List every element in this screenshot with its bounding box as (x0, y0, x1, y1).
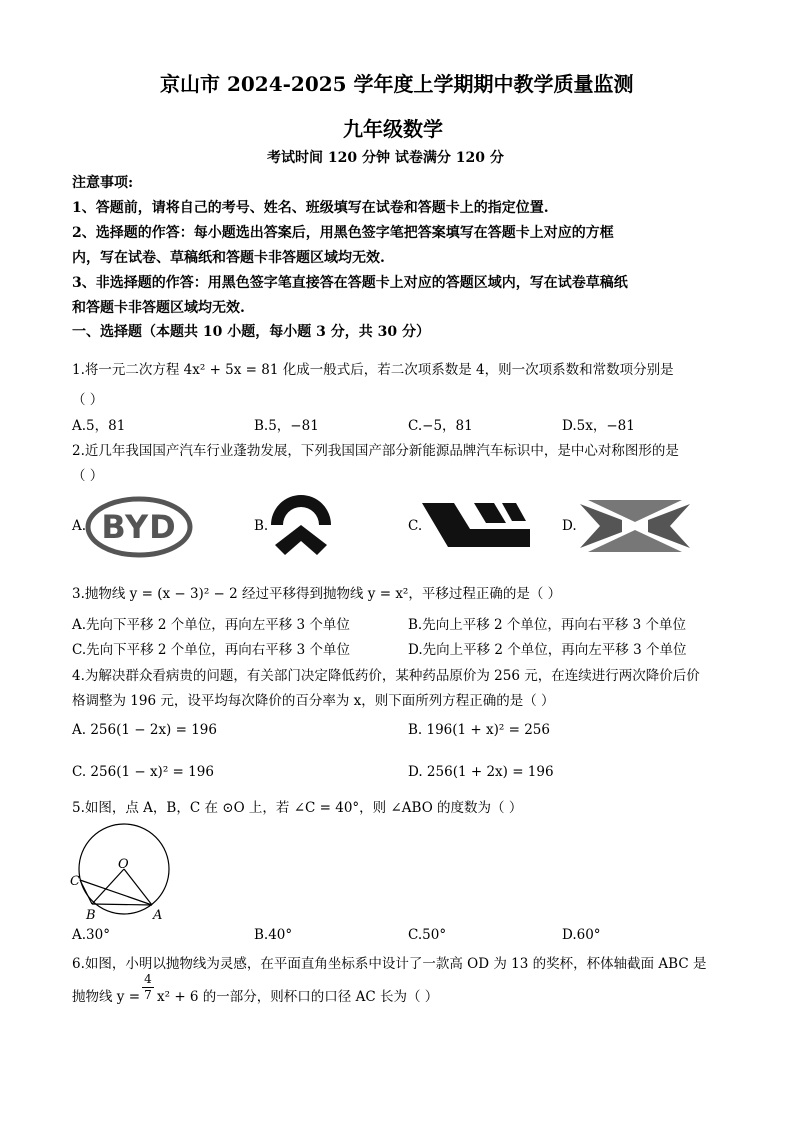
q3-option-a: A.先向下平移 2 个单位，再向左平移 3 个单位 (72, 617, 350, 633)
q2-option-a: A. (72, 518, 87, 534)
q4-stem-line-2: 格调整为 196 元，设平均每次降价的百分率为 x，则下面所列方程正确的是（ ） (72, 693, 555, 709)
q5-stem: 5.如图，点 A，B，C 在 ⊙O 上，若 ∠C = 40°，则 ∠ABO 的度数为（ ） (72, 800, 523, 816)
q5-option-b: B.40° (254, 927, 293, 943)
q3-option-b: B.先向上平移 2 个单位，再向右平移 3 个单位 (408, 617, 687, 633)
byd-logo (86, 497, 192, 557)
notice-heading: 注意事项: (72, 175, 134, 191)
q4-option-d: D. 256(1 + 2x) = 196 (408, 764, 554, 780)
exam-title: 京山市 2024-2025 学年度上学期期中教学质量监测 (160, 72, 634, 96)
q6-stem-line-1: 6.如图，小明以抛物线为灵感，在平面直角坐标系中设计了一款高 OD 为 13 的奖杯，杯体轴截面 ABC 是 (72, 956, 707, 972)
q3-option-c: C.先向下平移 2 个单位，再向右平移 3 个单位 (72, 642, 350, 658)
byd-logo-text: BYD (101, 508, 177, 546)
q1-paren: （ ） (72, 392, 104, 408)
q1-option-b: B.5，−81 (254, 418, 319, 434)
label-b: B (86, 908, 96, 923)
q4-option-c: C. 256(1 − x)² = 196 (72, 764, 214, 780)
q6-fraction-denominator: 7 (144, 988, 152, 1002)
q6-stem-line-2-post: x² + 6 的一部分，则杯口的口径 AC 长为（ ） (157, 989, 439, 1005)
q1-stem: 1.将一元二次方程 4x² + 5x = 81 化成一般式后，若二次项系数是 4，则一次项系数和常数项分别是 (72, 362, 674, 378)
segment-ab (92, 904, 152, 905)
q1-option-d: D.5x，−81 (562, 418, 635, 434)
label-c: C (70, 874, 80, 889)
segment-ob (92, 869, 124, 904)
q2-option-d: D. (562, 518, 577, 534)
q2-option-b: B. (254, 518, 269, 534)
q5-option-c: C.50° (408, 927, 447, 943)
exam-subject: 九年级数学 (343, 117, 443, 141)
q4-stem-line-1: 4.为解决群众看病贵的问题，有关部门决定降低药价，某种药品原价为 256 元，在连续进行两次降价后价 (72, 668, 700, 684)
q6-fraction-numerator: 4 (142, 972, 154, 988)
q5-option-d: D.60° (562, 927, 601, 943)
nio-logo (267, 495, 335, 557)
q1-option-c: C.−5，81 (408, 418, 473, 434)
q3-stem: 3.抛物线 y = (x − 3)² − 2 经过平移得到抛物线 y = x²，平移过程正确的是（ ） (72, 586, 562, 602)
q4-option-b: B. 196(1 + x)² = 256 (408, 722, 550, 738)
label-a: A (153, 908, 163, 923)
label-o: O (118, 857, 129, 872)
q2-paren: （ ） (72, 468, 104, 484)
q4-option-a: A. 256(1 − 2x) = 196 (72, 722, 217, 738)
notice-item-3-line-2: 和答题卡非答题区域均无效. (72, 300, 245, 316)
notice-item-2-line-1: 2、选择题的作答：每小题选出答案后，用黑色签字笔把答案填写在答题卡上对应的方框 (72, 225, 614, 241)
q2-option-c: C. (408, 518, 423, 534)
q1-option-a: A.5，81 (72, 418, 126, 434)
notice-item-2-line-2: 内，写在试卷、草稿纸和答题卡非答题区域均无效. (72, 250, 385, 266)
notice-item-3-line-1: 3、非选择题的作答：用黑色签字笔直接答在答题卡上对应的答题区域内，写在试卷草稿纸 (72, 275, 628, 291)
section-1-heading: 一、选择题（本题共 10 小题，每小题 3 分，共 30 分） (72, 324, 430, 340)
xpeng-logo (578, 500, 692, 552)
q2-stem: 2.近几年我国国产汽车行业蓬勃发展，下列我国国产部分新能源品牌汽车标识中，是中心对称图形的是 (72, 443, 679, 459)
q6-fraction (142, 972, 154, 1003)
li-auto-logo (422, 503, 530, 547)
q5-option-a: A.30° (72, 927, 110, 943)
circle-diagram (68, 822, 184, 922)
q3-option-d: D.先向上平移 2 个单位，再向左平移 3 个单位 (408, 642, 687, 658)
q6-stem-line-2-pre: 抛物线 y = (72, 989, 141, 1005)
notice-item-1: 1、答题前，请将自己的考号、姓名、班级填写在试卷和答题卡上的指定位置. (72, 200, 549, 216)
exam-info: 考试时间 120 分钟 试卷满分 120 分 (267, 150, 504, 166)
